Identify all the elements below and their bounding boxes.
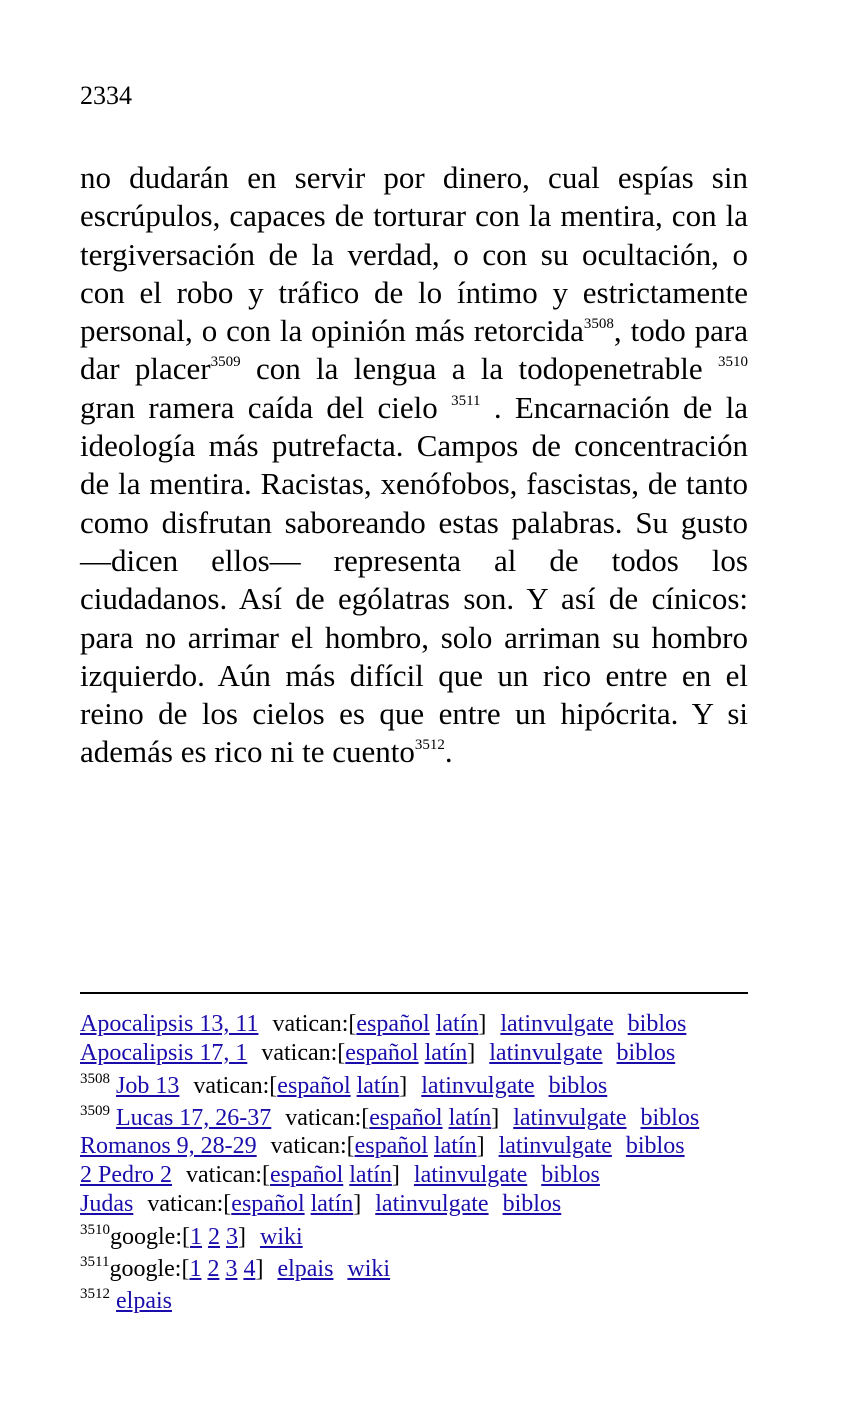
footnote-number: 3508 (80, 1071, 110, 1087)
footnote-number: 3510 (80, 1222, 110, 1238)
bracket-close: ] (255, 1256, 264, 1282)
vatican-label: vatican:[ (186, 1162, 270, 1188)
bracket-close: ] (491, 1105, 500, 1131)
bracket-close: ] (353, 1191, 362, 1217)
bible-ref-link[interactable]: 2 Pedro 2 (80, 1162, 172, 1188)
bracket-close: ] (237, 1224, 246, 1250)
espanol-link[interactable]: español (356, 1011, 430, 1037)
footnote-line (80, 1219, 760, 1251)
bible-ref-link[interactable]: Judas (80, 1191, 134, 1217)
vatican-label: vatican:[ (261, 1040, 346, 1066)
latin-link[interactable]: latín (433, 1133, 477, 1159)
biblos-link[interactable]: biblos (616, 1040, 676, 1066)
google-link-4[interactable]: 4 (243, 1256, 256, 1282)
footnote-line (80, 1161, 760, 1190)
footnote-ref-3509[interactable]: 3509 (210, 354, 241, 371)
google-label: google:[ (109, 1256, 190, 1282)
latinvulgate-link[interactable]: latinvulgate (421, 1073, 535, 1099)
page-number: 2334 (80, 81, 132, 110)
biblos-link[interactable]: biblos (627, 1011, 687, 1037)
wiki-link[interactable]: wiki (259, 1224, 303, 1250)
footnote-number: 3509 (80, 1103, 110, 1119)
wiki-link[interactable]: wiki (347, 1256, 391, 1282)
espanol-link[interactable]: español (354, 1133, 428, 1159)
latin-link[interactable]: latín (424, 1040, 468, 1066)
latinvulgate-link[interactable]: latinvulgate (489, 1040, 603, 1066)
espanol-link[interactable]: español (231, 1191, 305, 1217)
elpais-link[interactable]: elpais (116, 1288, 172, 1314)
elpais-link[interactable]: elpais (277, 1256, 334, 1282)
vatican-label: vatican:[ (272, 1011, 357, 1037)
google-link-2[interactable]: 2 (207, 1224, 220, 1250)
bracket-close: ] (399, 1073, 408, 1099)
biblos-link[interactable]: biblos (640, 1105, 700, 1131)
bracket-close: ] (467, 1040, 476, 1066)
bracket-close: ] (476, 1133, 485, 1159)
footnote-line (80, 1283, 760, 1315)
vatican-label: vatican:[ (285, 1105, 370, 1131)
footnote-line (80, 1010, 760, 1039)
bible-ref-link[interactable]: Apocalipsis 13, 11 (80, 1011, 259, 1037)
footnote-line (80, 1039, 760, 1068)
body-text-segment: gran ramera caída del cielo (80, 389, 452, 425)
biblos-link[interactable]: biblos (625, 1133, 685, 1159)
biblos-link[interactable]: biblos (541, 1162, 600, 1188)
footnote-line (80, 1190, 760, 1219)
google-link-1[interactable]: 1 (189, 1256, 202, 1282)
vatican-label: vatican:[ (193, 1073, 278, 1099)
footnote-line (80, 1068, 760, 1100)
body-text-segment: , todo para dar placer (80, 313, 748, 387)
footnote-ref-3508[interactable]: 3508 (583, 316, 614, 333)
latin-link[interactable]: latín (349, 1162, 392, 1188)
footnotes-section (80, 1010, 760, 1315)
biblos-link[interactable]: biblos (548, 1073, 608, 1099)
vatican-label: vatican:[ (270, 1133, 355, 1159)
latinvulgate-link[interactable]: latinvulgate (375, 1191, 489, 1217)
espanol-link[interactable]: español (269, 1162, 344, 1188)
footnote-ref-3510[interactable]: 3510 (718, 354, 749, 371)
body-text-segment: no dudarán en servir por dinero, cual espías sin escrúpulos, capaces de torturar con la mentira, con la tergiversación de la verdad, o con su ocultación, o con el robo y tráfico de lo íntimo y estrictamente personal, o con la opinión más retorcida (80, 160, 748, 349)
bible-ref-link[interactable]: Job 13 (116, 1073, 180, 1099)
vatican-label: vatican:[ (147, 1191, 232, 1217)
latinvulgate-link[interactable]: latinvulgate (513, 1105, 627, 1131)
bracket-close: ] (478, 1011, 487, 1037)
bracket-close: ] (391, 1162, 400, 1188)
bible-ref-link[interactable]: Apocalipsis 17, 1 (80, 1040, 248, 1066)
google-link-3[interactable]: 3 (225, 1224, 238, 1250)
biblos-link[interactable]: biblos (502, 1191, 562, 1217)
body-text-segment: . (444, 734, 453, 770)
footnote-number: 3511 (80, 1254, 110, 1270)
espanol-link[interactable]: español (345, 1040, 419, 1066)
google-link-2[interactable]: 2 (207, 1256, 220, 1282)
body-text-segment: . Encarnación de la ideología más putrefacta. Campos de concentración de la mentira. Racistas, xenófobos, fascistas, de tanto como disfrutan saboreando estas palabras. Su gusto —dicen ellos— representa al de todos los ciudadanos. Así de ególatras son. Y así de cínicos: para no arrimar el hombro, solo arriman su hombro izquierdo. Aún más difícil que un rico entre en el reino de los cielos es que entre un hipócrita. Y si además es rico ni te cuento (80, 389, 748, 770)
body-paragraph (80, 159, 748, 772)
footnote-line (80, 1132, 760, 1161)
bible-ref-link[interactable]: Lucas 17, 26-37 (116, 1105, 272, 1131)
footnote-line (80, 1251, 760, 1283)
footnote-line (80, 1100, 760, 1132)
latin-link[interactable]: latín (356, 1073, 400, 1099)
footnote-ref-3512[interactable]: 3512 (414, 737, 445, 754)
latinvulgate-link[interactable]: latinvulgate (413, 1162, 528, 1188)
latin-link[interactable]: latín (310, 1191, 354, 1217)
google-link-3[interactable]: 3 (225, 1256, 238, 1282)
footnote-number: 3512 (80, 1286, 110, 1302)
espanol-link[interactable]: español (369, 1105, 443, 1131)
footnote-ref-3511[interactable]: 3511 (451, 392, 481, 409)
latinvulgate-link[interactable]: latinvulgate (500, 1011, 614, 1037)
google-label: google:[ (110, 1224, 190, 1250)
latinvulgate-link[interactable]: latinvulgate (498, 1133, 612, 1159)
latin-link[interactable]: latín (435, 1011, 479, 1037)
google-link-1[interactable]: 1 (189, 1224, 202, 1250)
latin-link[interactable]: latín (448, 1105, 492, 1131)
bible-ref-link[interactable]: Romanos 9, 28-29 (80, 1133, 257, 1159)
body-text-segment: con la lengua a la todopenetrable (240, 351, 719, 387)
footnote-separator (80, 992, 748, 994)
espanol-link[interactable]: español (277, 1073, 351, 1099)
